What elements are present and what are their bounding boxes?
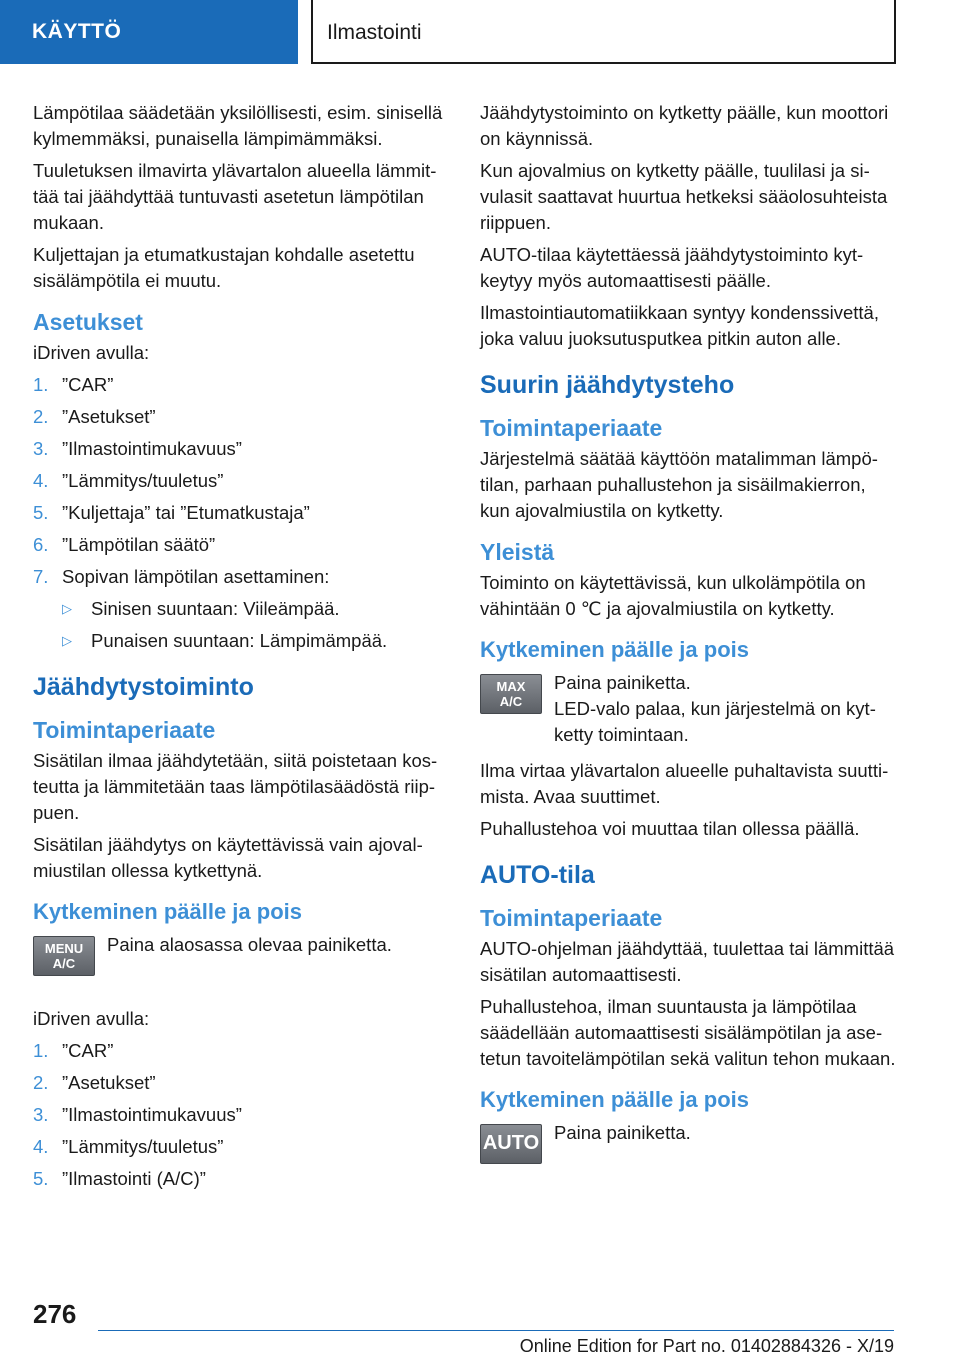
paragraph: AUTO-tilaa käytettäessä jäähdytystoiminto kytkeytyy myös automaattisesti päälle. bbox=[480, 244, 864, 291]
step-number: 7. bbox=[33, 566, 49, 587]
step-text: ”Ilmastointimukavuus” bbox=[62, 438, 242, 459]
paragraph: Sisätilan ilmaa jäähdytetään, siitä poistetaan kosteutta ja lämmitetään taas lämpötilasäädöstä riippuen. bbox=[33, 750, 438, 823]
step-text: ”Kuljettaja” tai ”Etumatkustaja” bbox=[62, 502, 310, 523]
step-number: 5. bbox=[33, 1168, 49, 1189]
step-number: 2. bbox=[33, 1072, 49, 1093]
step-number: 6. bbox=[33, 534, 49, 555]
footer-divider bbox=[98, 1330, 894, 1331]
step-text: ”Lämmitys/tuuletus” bbox=[62, 470, 224, 491]
list-item bbox=[33, 404, 453, 430]
button-note: LED-valo palaa, kun järjestelmä on kytketty toimintaan. bbox=[554, 698, 876, 745]
settings-heading: Asetukset bbox=[33, 309, 143, 335]
step-number: 1. bbox=[33, 1040, 49, 1061]
right-column bbox=[480, 100, 900, 1194]
section-tab: KÄYTTÖ bbox=[0, 0, 298, 64]
sub-list-item: ▷ Sinisen suuntaan: Viileämpää. bbox=[62, 596, 453, 622]
triangle-bullet-icon: ▷ bbox=[62, 633, 72, 648]
list-item bbox=[33, 436, 453, 462]
max-ac-button-icon: MAX A/C bbox=[480, 674, 542, 714]
principle-heading: Toimintaperiaate bbox=[33, 717, 216, 743]
general-heading: Yleistä bbox=[480, 539, 555, 565]
step-text: ”Ilmastointimukavuus” bbox=[62, 1104, 242, 1125]
paragraph: Kun ajovalmius on kytketty päälle, tuulilasi ja sivulasit saattavat huurtua hetkeksi sääolosuhteista riippuen. bbox=[480, 160, 888, 233]
step-text: ”Ilmastointi (A/C)” bbox=[62, 1168, 206, 1189]
step-number: 4. bbox=[33, 470, 49, 491]
idrive-label: iDriven avulla: bbox=[33, 1008, 150, 1029]
step-number: 2. bbox=[33, 406, 49, 427]
step-text: ”CAR” bbox=[62, 1040, 114, 1061]
paragraph: Puhallustehoa, ilman suuntausta ja lämpötilaa säädellään automaattisesti sisälämpötilan ja asetetun tavoitelämpötilan sekä valitun tehon mukaan. bbox=[480, 996, 896, 1069]
step-text: ”Lämmitys/tuuletus” bbox=[62, 1136, 224, 1157]
idrive-label: iDriven avulla: bbox=[33, 342, 150, 363]
auto-row bbox=[480, 1120, 900, 1184]
list-item bbox=[33, 500, 453, 526]
step-text: ”Asetukset” bbox=[62, 406, 156, 427]
step-number: 3. bbox=[33, 438, 49, 459]
auto-button-icon: AUTO bbox=[480, 1124, 542, 1164]
cooling-heading: Jäähdytystoiminto bbox=[33, 673, 254, 701]
button-instruction: Paina alaosassa olevaa painiketta. bbox=[107, 934, 392, 955]
list-item bbox=[33, 564, 453, 654]
chapter-title: Ilmastointi bbox=[311, 0, 896, 64]
paragraph: Toiminto on käytettävissä, kun ulkolämpötila on vähintään 0 ℃ ja ajovalmiustila on kytketty. bbox=[480, 572, 866, 619]
list-item bbox=[33, 1102, 453, 1128]
list-item bbox=[33, 372, 453, 398]
paragraph: Jäähdytystoiminto on kytketty päälle, kun moottori on käynnissä. bbox=[480, 102, 889, 149]
button-instruction: Paina painiketta. bbox=[554, 672, 691, 693]
ac-steps bbox=[33, 1038, 453, 1192]
list-item bbox=[33, 1038, 453, 1064]
paragraph: Järjestelmä säätää käyttöön matalimman lämpötilan, parhaan puhallustehon ja sisäilmakierron, kun ajovalmiustila on kytketty. bbox=[480, 448, 878, 521]
paragraph: Tuuletuksen ilmavirta ylävartalon alueella lämmittää tai jäähdyttää tuntuvasti asetetun lämpötilan mukaan. bbox=[33, 160, 437, 233]
paragraph: Sisätilan jäähdytys on käytettävissä vain ajovalmiustilan ollessa kytkettynä. bbox=[33, 834, 423, 881]
menu-ac-row bbox=[33, 932, 453, 996]
paragraph: Ilmastointiautomatiikkaan syntyy kondenssivettä, joka valuu juoksutusputkea pitkin auton alle. bbox=[480, 302, 879, 349]
left-column bbox=[33, 100, 453, 1198]
page-header bbox=[0, 0, 960, 66]
button-instruction: Paina painiketta. bbox=[554, 1122, 691, 1143]
list-item bbox=[33, 468, 453, 494]
settings-steps bbox=[33, 372, 453, 654]
step-number: 5. bbox=[33, 502, 49, 523]
paragraph: AUTO-ohjelman jäähdyttää, tuulettaa tai lämmittää sisätilan automaattisesti. bbox=[480, 938, 895, 985]
switch-heading: Kytkeminen päälle ja pois bbox=[480, 637, 749, 662]
paragraph: Kuljettajan ja etumatkustajan kohdalle asetettu sisälämpötila ei muutu. bbox=[33, 244, 415, 291]
list-item bbox=[33, 1070, 453, 1096]
list-item bbox=[33, 532, 453, 558]
auto-mode-heading: AUTO-tila bbox=[480, 861, 595, 889]
paragraph: Puhallustehoa voi muuttaa tilan ollessa päällä. bbox=[480, 818, 860, 839]
step-number: 1. bbox=[33, 374, 49, 395]
paragraph: Ilma virtaa ylävartalon alueelle puhaltavista suuttimista. Avaa suuttimet. bbox=[480, 760, 889, 807]
menu-ac-button-icon: MENU A/C bbox=[33, 936, 95, 976]
switch-heading: Kytkeminen päälle ja pois bbox=[33, 899, 302, 924]
principle-heading: Toimintaperiaate bbox=[480, 415, 663, 441]
max-cooling-heading: Suurin jäähdytysteho bbox=[480, 371, 735, 399]
step-number: 4. bbox=[33, 1136, 49, 1157]
principle-heading: Toimintaperiaate bbox=[480, 905, 663, 931]
switch-heading: Kytkeminen päälle ja pois bbox=[480, 1087, 749, 1112]
paragraph: Lämpötilaa säädetään yksilöllisesti, esim. sinisellä kylmemmäksi, punaisella lämpimämmäksi. bbox=[33, 102, 443, 149]
max-ac-row bbox=[480, 670, 900, 748]
sub-steps bbox=[62, 596, 453, 654]
triangle-bullet-icon: ▷ bbox=[62, 601, 72, 616]
step-text: ”Asetukset” bbox=[62, 1072, 156, 1093]
list-item bbox=[33, 1134, 453, 1160]
step-number: 3. bbox=[33, 1104, 49, 1125]
step-text: ”Lämpötilan säätö” bbox=[62, 534, 216, 555]
footer-edition: Online Edition for Part no. 01402884326 - X/19 bbox=[519, 1336, 894, 1356]
list-item bbox=[33, 1166, 453, 1192]
page-number: 276 bbox=[33, 1299, 77, 1329]
sub-list-item: ▷ Punaisen suuntaan: Lämpimämpää. bbox=[62, 628, 453, 654]
step-text: ”CAR” bbox=[62, 374, 114, 395]
step-text: Sopivan lämpötilan asettaminen: bbox=[62, 566, 330, 587]
